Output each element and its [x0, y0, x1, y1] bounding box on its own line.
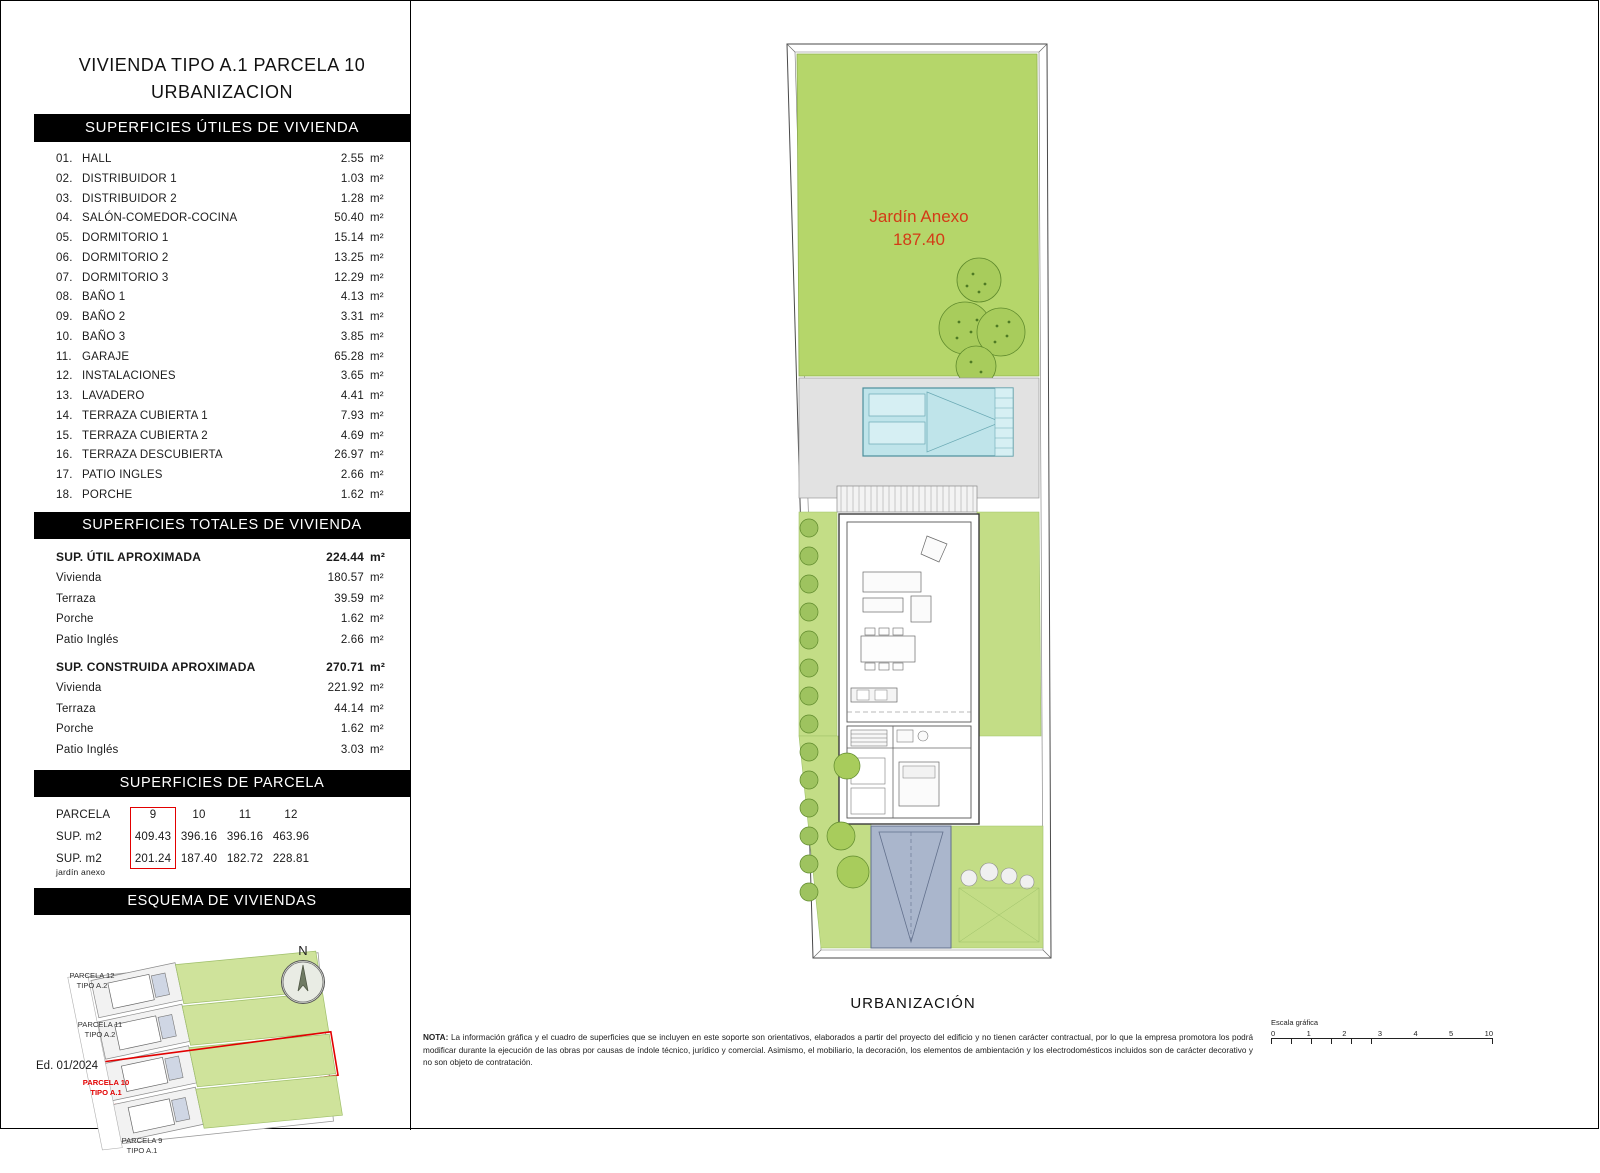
- total-name: Vivienda: [56, 682, 102, 695]
- drawing-caption: URBANIZACIÓN: [850, 995, 976, 1012]
- scale-tick-5: 5: [1449, 1029, 1454, 1038]
- room-area: 2.55: [340, 153, 364, 165]
- total-value: 1.62: [340, 613, 364, 626]
- room-area: 15.14: [334, 232, 364, 245]
- room-name: PATIO INGLES: [82, 469, 163, 482]
- total-value: 180.57: [327, 572, 364, 585]
- room-number: 07.: [56, 271, 73, 284]
- row-label: SUP. m2: [56, 831, 102, 844]
- col-header: 12: [284, 809, 298, 822]
- room-unit: m²: [370, 311, 384, 324]
- room-area: 50.40: [334, 212, 364, 225]
- graphic-scale-numbers: [1271, 1029, 1493, 1038]
- total-row: [56, 699, 396, 719]
- total-unit: m²: [370, 682, 384, 695]
- room-unit: m²: [370, 429, 384, 442]
- room-area: 4.41: [340, 390, 364, 403]
- total-value: 2.66: [340, 633, 364, 646]
- scheme-label-line2: TIPO A.1: [90, 1087, 122, 1097]
- section-header-totales: SUPERFICIES TOTALES DE VIVIENDA: [34, 512, 410, 539]
- compass-needle-icon: [282, 961, 324, 1003]
- total-name: Porche: [56, 613, 94, 626]
- room-name: PORCHE: [82, 489, 133, 502]
- room-unit: m²: [370, 232, 384, 245]
- edition-date: Ed. 01/2024: [36, 1060, 99, 1072]
- room-name: HALL: [82, 153, 112, 165]
- room-unit: m²: [370, 330, 384, 343]
- room-area: 1.03: [340, 172, 364, 185]
- total-value: 1.62: [340, 723, 364, 736]
- compass-north-label: N: [298, 943, 308, 959]
- room-number: 11.: [56, 350, 72, 363]
- room-area: 65.28: [334, 350, 364, 363]
- room-name: BAÑO 1: [82, 291, 126, 304]
- list-item: [56, 427, 396, 447]
- plot-plan-svg: [751, 36, 1081, 966]
- col-header: 11: [238, 809, 252, 822]
- total-row: [56, 719, 396, 739]
- room-unit: m²: [370, 271, 384, 284]
- list-item: [56, 190, 396, 210]
- scheme-label-line1: PARCELA 12: [69, 971, 115, 981]
- legal-note-label: NOTA:: [423, 1033, 449, 1042]
- list-item: [56, 407, 396, 427]
- table-row: [56, 827, 400, 849]
- room-list: [34, 150, 410, 506]
- scale-tick-10: 10: [1484, 1029, 1493, 1038]
- total-name: SUP. CONSTRUIDA APROXIMADA: [56, 660, 256, 675]
- table-row: [56, 849, 400, 876]
- room-name: TERRAZA CUBIERTA 1: [82, 409, 208, 422]
- room-name: DISTRIBUIDOR 1: [82, 172, 177, 185]
- garden-annex-label: [824, 206, 1014, 252]
- totals-list: [34, 547, 410, 760]
- section-header-esquema: ESQUEMA DE VIVIENDAS: [34, 888, 410, 915]
- scale-tick-4: 4: [1413, 1029, 1418, 1038]
- total-name: Terraza: [56, 702, 96, 715]
- list-item: [56, 170, 396, 190]
- legal-note-text: La información gráfica y el cuadro de superficies que se incluyen en este soporte son orientativos, elaborados a partir del proyecto del edificio y no tienen carácter contractual, por lo que la empresa promotora los podrá modificar durante la ejecución de las obras por causas de índole técnico, jurídico y comercial. Asimismo, el mobiliario, la decoración, los elementos de ambientación y los electrodomésticos incluidos son de carácter decorativo y no son objeto de contratación.: [423, 1033, 1253, 1068]
- room-number: 15.: [56, 429, 73, 442]
- room-name: INSTALACIONES: [82, 370, 176, 383]
- total-row: [56, 630, 396, 650]
- room-number: 13.: [56, 390, 73, 403]
- total-value: 44.14: [334, 702, 364, 715]
- row-label: [56, 849, 130, 876]
- title-line-1: VIVIENDA TIPO A.1 PARCELA 10: [78, 55, 366, 75]
- scheme-label-line2: TIPO A.2: [84, 1029, 116, 1039]
- total-name: Porche: [56, 723, 94, 736]
- site-plan-diagram: [46, 929, 398, 1167]
- room-area: 4.13: [340, 291, 364, 304]
- room-name: LAVADERO: [82, 390, 145, 403]
- room-area: 3.85: [340, 330, 364, 343]
- list-item: [56, 229, 396, 249]
- room-number: 17.: [56, 469, 73, 482]
- col-header: 9: [149, 809, 157, 822]
- room-unit: m²: [370, 370, 384, 383]
- room-number: 18.: [56, 489, 73, 502]
- room-area: 2.66: [340, 469, 364, 482]
- scheme-label-line2: TIPO A.1: [126, 1145, 158, 1155]
- total-name: SUP. ÚTIL APROXIMADA: [56, 549, 202, 564]
- list-item: [56, 308, 396, 328]
- row-label: PARCELA: [56, 809, 111, 822]
- room-unit: m²: [370, 469, 384, 482]
- scheme-label-line1: PARCELA 9: [121, 1136, 163, 1146]
- legal-note: [423, 1032, 1253, 1070]
- total-unit: m²: [370, 572, 384, 585]
- room-number: 01.: [56, 153, 73, 165]
- room-number: 03.: [56, 192, 73, 205]
- row-label-main: SUP. m2: [56, 852, 102, 865]
- total-name: Patio Inglés: [56, 633, 119, 646]
- room-name: BAÑO 3: [82, 330, 126, 343]
- room-unit: m²: [370, 212, 384, 225]
- room-number: 05.: [56, 232, 73, 245]
- scheme-label-parcela-10: [70, 1078, 142, 1097]
- garden-annex-title: Jardín Anexo: [869, 207, 969, 226]
- room-name: GARAJE: [82, 350, 130, 363]
- total-value: 221.92: [327, 682, 364, 695]
- room-number: 02.: [56, 172, 73, 185]
- total-row: [56, 568, 396, 588]
- total-unit: m²: [370, 613, 384, 626]
- total-row-sup-util: [56, 547, 396, 568]
- room-name: DORMITORIO 1: [82, 232, 169, 245]
- room-name: SALÓN-COMEDOR-COCINA: [82, 212, 238, 225]
- room-unit: m²: [370, 291, 384, 304]
- room-number: 10.: [56, 330, 73, 343]
- list-item: [56, 209, 396, 229]
- compass-icon: [281, 960, 325, 1004]
- room-unit: m²: [370, 172, 384, 185]
- total-unit: m²: [370, 723, 384, 736]
- total-row: [56, 740, 396, 760]
- list-item: [56, 348, 396, 368]
- cell-sup: 409.43: [134, 831, 172, 844]
- page-title: [34, 52, 410, 106]
- total-value: 3.03: [340, 743, 364, 756]
- room-area: 13.25: [334, 251, 364, 264]
- scheme-label-parcela-9: [106, 1136, 178, 1155]
- garden-annex-value: 187.40: [893, 229, 945, 249]
- room-unit: m²: [370, 489, 384, 502]
- total-name: Patio Inglés: [56, 743, 119, 756]
- total-unit: m²: [370, 592, 384, 605]
- room-name: TERRAZA DESCUBIERTA: [82, 449, 223, 462]
- room-area: 4.69: [340, 429, 364, 442]
- list-item: [56, 446, 396, 466]
- room-name: DORMITORIO 3: [82, 271, 169, 284]
- room-name: DORMITORIO 2: [82, 251, 169, 264]
- total-name: Terraza: [56, 592, 96, 605]
- room-number: 16.: [56, 449, 73, 462]
- scheme-label-parcela-12: [56, 971, 128, 990]
- total-value: 270.71: [326, 660, 364, 675]
- room-number: 12.: [56, 370, 73, 383]
- total-unit: m²: [370, 633, 384, 646]
- list-item: [56, 150, 396, 170]
- info-panel: [34, 52, 410, 1173]
- room-unit: m²: [370, 390, 384, 403]
- room-number: 09.: [56, 311, 73, 324]
- room-unit: m²: [370, 251, 384, 264]
- list-item: [56, 387, 396, 407]
- room-area: 26.97: [334, 449, 364, 462]
- cell-jardin: 187.40: [180, 852, 218, 865]
- room-number: 04.: [56, 212, 73, 225]
- room-unit: m²: [370, 449, 384, 462]
- list-item: [56, 269, 396, 289]
- room-area: 3.65: [340, 370, 364, 383]
- scale-tick-2: 2: [1342, 1029, 1347, 1038]
- room-area: 1.28: [340, 192, 364, 205]
- graphic-scale: [1271, 1018, 1493, 1046]
- scale-tick-1: 1: [1306, 1029, 1311, 1038]
- drawing-area: [411, 0, 1600, 1130]
- room-area: 7.93: [340, 409, 364, 422]
- room-number: 08.: [56, 291, 73, 304]
- graphic-scale-bar: [1271, 1038, 1493, 1046]
- scale-tick-0: 0: [1271, 1029, 1276, 1038]
- list-item: [56, 367, 396, 387]
- total-unit: m²: [370, 743, 384, 756]
- scheme-label-line1: PARCELA 10: [82, 1078, 130, 1088]
- total-value: 39.59: [334, 592, 364, 605]
- scheme-label-parcela-11: [64, 1020, 136, 1039]
- cell-jardin: 201.24: [134, 852, 172, 865]
- site-plan: [751, 36, 1081, 966]
- room-unit: m²: [370, 409, 384, 422]
- total-unit: m²: [370, 702, 384, 715]
- total-row-sup-construida: [56, 657, 396, 678]
- scheme-label-line2: TIPO A.2: [76, 980, 108, 990]
- parcela-table: [34, 805, 410, 876]
- scale-tick-3: 3: [1377, 1029, 1382, 1038]
- cell-sup: 463.96: [272, 831, 310, 844]
- room-name: DISTRIBUIDOR 2: [82, 192, 177, 205]
- section-header-utiles: SUPERFICIES ÚTILES DE VIVIENDA: [34, 114, 410, 142]
- room-unit: m²: [370, 350, 384, 363]
- room-number: 06.: [56, 251, 73, 264]
- room-name: BAÑO 2: [82, 311, 126, 324]
- scheme-label-line1: PARCELA 11: [77, 1020, 123, 1030]
- total-value: 224.44: [326, 549, 364, 564]
- total-unit: m²: [370, 660, 386, 675]
- row-label-sub: jardín anexo: [56, 866, 106, 877]
- total-row: [56, 678, 396, 698]
- list-item: [56, 486, 396, 506]
- total-unit: m²: [370, 549, 386, 564]
- title-line-2: URBANIZACION: [150, 82, 293, 102]
- section-header-parcela: SUPERFICIES DE PARCELA: [34, 770, 410, 797]
- list-item: [56, 249, 396, 269]
- room-number: 14.: [56, 409, 73, 422]
- site-scheme: [34, 923, 410, 1173]
- list-item: [56, 466, 396, 486]
- room-unit: m²: [370, 192, 384, 205]
- total-row: [56, 609, 396, 629]
- total-row: [56, 589, 396, 609]
- room-area: 3.31: [340, 311, 364, 324]
- cell-jardin: 228.81: [272, 852, 310, 865]
- cell-sup: 396.16: [226, 831, 264, 844]
- table-row: [56, 805, 400, 827]
- col-header: 10: [192, 809, 206, 822]
- room-area: 1.62: [340, 489, 364, 502]
- cell-sup: 396.16: [180, 831, 218, 844]
- list-item: [56, 288, 396, 308]
- graphic-scale-title: Escala gráfica: [1271, 1018, 1319, 1027]
- room-name: TERRAZA CUBIERTA 2: [82, 429, 208, 442]
- room-unit: m²: [370, 153, 384, 165]
- cell-jardin: 182.72: [226, 852, 264, 865]
- total-name: Vivienda: [56, 572, 102, 585]
- list-item: [56, 328, 396, 348]
- compass-rose: [276, 943, 330, 1013]
- spacer: [56, 650, 396, 657]
- room-area: 12.29: [334, 271, 364, 284]
